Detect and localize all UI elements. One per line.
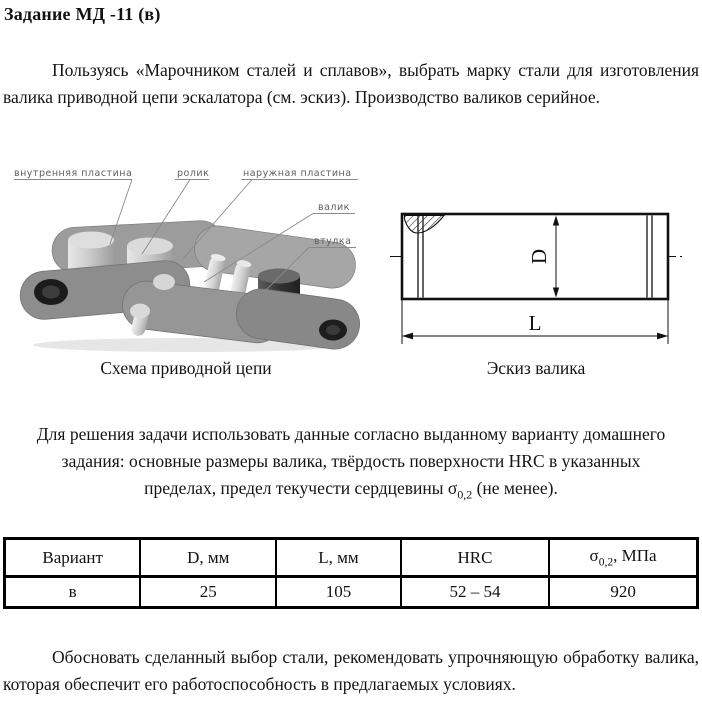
table-data-row <box>5 577 698 608</box>
task-note-text: Для решения задачи использовать данные согласно выданному варианту домашнего задания: основные размеры валика, твёрдость поверхности HRC в указанных пределах, предел текучести сердцевины σ <box>36 424 666 498</box>
sigma-unit: , МПа <box>613 546 657 566</box>
cell-hrc: 52 – 54 <box>401 577 549 608</box>
closing-paragraph: Обосновать сделанный выбор стали, рекомендовать упрочняющую обработку валика, которая обеспечит его работоспособность в предлагаемых условиях. <box>3 647 699 694</box>
dimension-l <box>402 300 668 344</box>
chain-caption: Схема приводной цепи <box>100 358 272 378</box>
label-outer-plate: наружная пластина <box>243 168 352 179</box>
page-title: Задание МД -11 (в) <box>4 4 161 24</box>
table-header-row <box>5 539 698 577</box>
dim-label-l: L <box>528 311 542 335</box>
pin-cap-1 <box>153 274 175 290</box>
header-variant: Вариант <box>5 539 141 577</box>
plate-hole-right-inner <box>326 325 340 335</box>
header-hrc: HRC <box>401 539 549 577</box>
header-sigma <box>549 539 697 577</box>
pin-cap-2 <box>130 304 150 319</box>
cell-variant: в <box>5 577 141 608</box>
cell-sigma: 920 <box>549 577 697 608</box>
chain-photo-illustration <box>6 164 366 356</box>
cell-diameter: 25 <box>140 577 276 608</box>
sketch-caption: Эскиз валика <box>486 358 586 378</box>
sigma-sub: 0,2 <box>598 555 614 569</box>
variant-table <box>3 537 699 609</box>
label-inner-plate: внутренняя пластина <box>14 168 133 179</box>
sigma-subscript: 0,2 <box>457 487 473 502</box>
sigma-symbol: σ <box>589 546 599 566</box>
plate-hole-left-inner <box>42 286 60 299</box>
label-bushing: втулка <box>314 236 352 247</box>
roller-sketch-drawing <box>390 196 682 348</box>
dim-label-d: D <box>527 248 551 265</box>
task-note-text-end: (не менее). <box>472 478 558 498</box>
intro-paragraph: Пользуясь «Марочником сталей и сплавов», выбрать марку стали для изготовления валика приводной цепи эскалатора (см. эскиз). Производство валиков серийное. <box>3 60 699 107</box>
cell-length: 105 <box>276 577 401 608</box>
header-diameter: D, мм <box>140 539 276 577</box>
task-note-paragraph <box>28 421 674 509</box>
header-length: L, мм <box>276 539 401 577</box>
label-pin: валик <box>318 202 350 213</box>
label-roller: ролик <box>177 168 210 179</box>
